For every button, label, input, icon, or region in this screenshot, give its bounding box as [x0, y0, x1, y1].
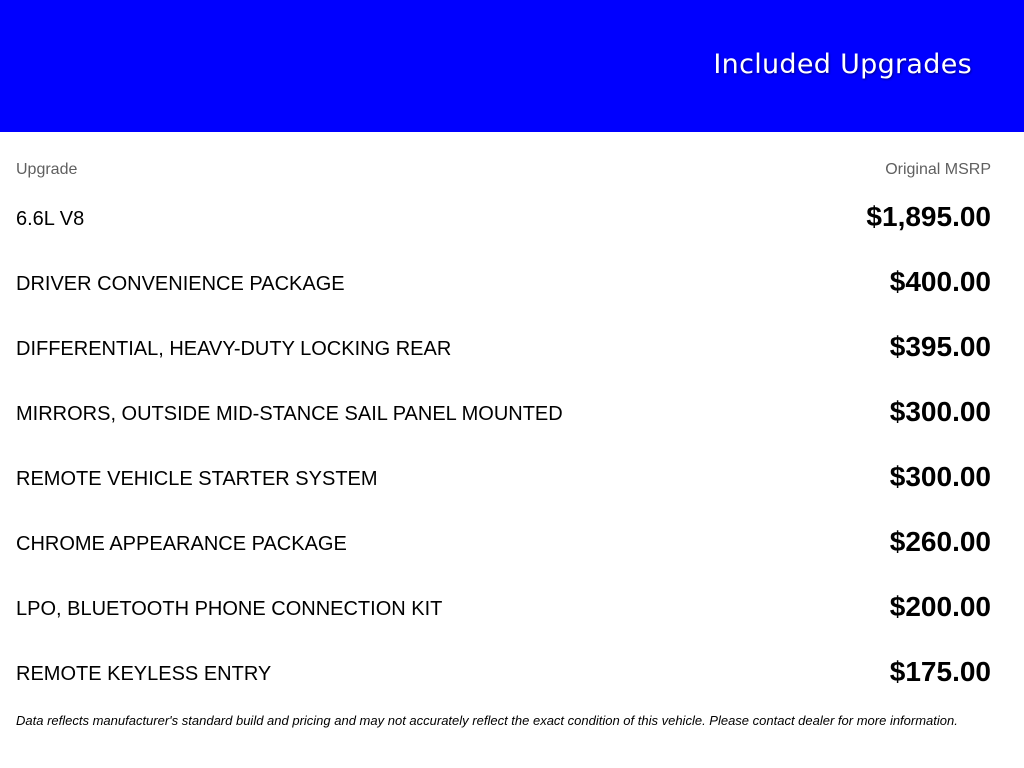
upgrade-price: $175.00 — [889, 656, 991, 687]
upgrade-name: MIRRORS, OUTSIDE MID-STANCE SAIL PANEL MOUNTED — [16, 403, 563, 425]
upgrade-name: DRIVER CONVENIENCE PACKAGE — [16, 273, 345, 295]
upgrade-name: REMOTE KEYLESS ENTRY — [16, 663, 272, 685]
upgrade-name: 6.6L V8 — [16, 208, 85, 230]
msrp-column-header: Original MSRP — [885, 161, 991, 178]
upgrade-price: $200.00 — [889, 591, 991, 622]
list-item — [0, 379, 1024, 444]
upgrade-price: $395.00 — [889, 331, 991, 362]
upgrade-price: $300.00 — [889, 396, 991, 427]
list-item — [0, 639, 1024, 704]
page-title: Included Upgrades — [713, 49, 972, 80]
upgrade-price: $400.00 — [889, 266, 991, 297]
upgrade-name: REMOTE VEHICLE STARTER SYSTEM — [16, 468, 378, 490]
upgrade-price: $260.00 — [889, 526, 991, 557]
list-item — [0, 444, 1024, 509]
upgrade-column-header: Upgrade — [16, 161, 78, 178]
upgrade-name: DIFFERENTIAL, HEAVY-DUTY LOCKING REAR — [16, 338, 452, 360]
list-item — [0, 249, 1024, 314]
list-item — [0, 314, 1024, 379]
disclaimer-footnote: Data reflects manufacturer's standard build and pricing and may not accurately reflect the exact condition of this vehicle. Please contact dealer for more information. — [16, 713, 958, 728]
upgrade-name: LPO, BLUETOOTH PHONE CONNECTION KIT — [16, 598, 443, 620]
upgrades-list — [0, 184, 1024, 704]
header-banner — [0, 0, 1024, 132]
upgrade-price: $1,895.00 — [866, 201, 991, 232]
list-item — [0, 184, 1024, 249]
list-item — [0, 574, 1024, 639]
upgrade-price: $300.00 — [889, 461, 991, 492]
list-item — [0, 509, 1024, 574]
upgrade-name: CHROME APPEARANCE PACKAGE — [16, 533, 347, 555]
